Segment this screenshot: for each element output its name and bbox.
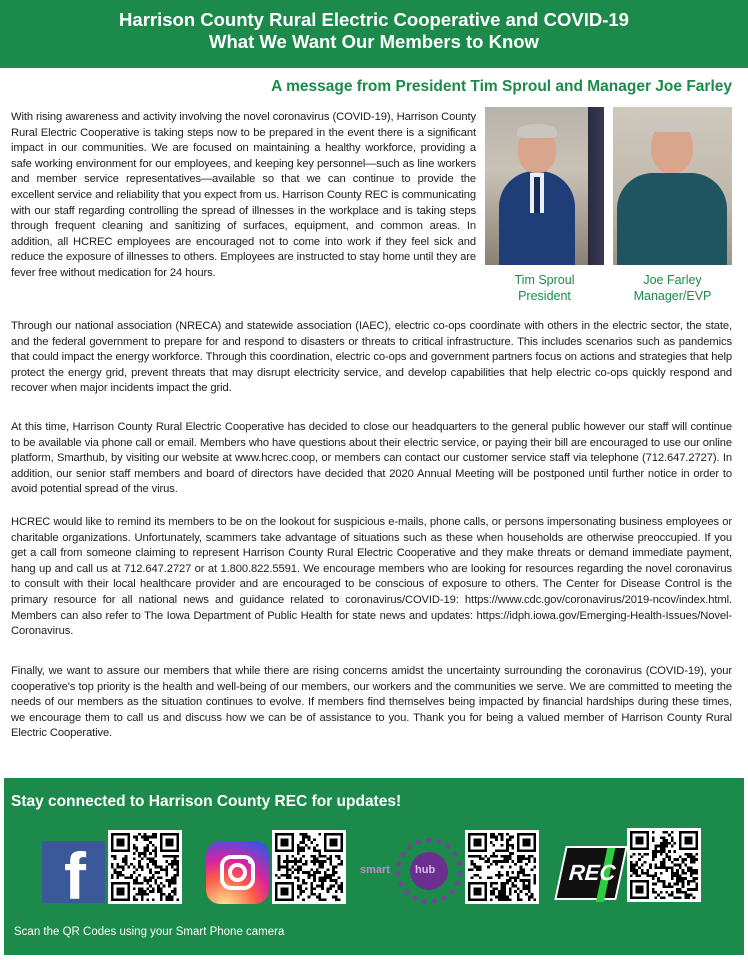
footer-note: Scan the QR Codes using your Smart Phone camera xyxy=(14,926,285,938)
smarthub-qr-code-icon xyxy=(465,830,539,904)
footer-title: Stay connected to Harrison County REC for updates! xyxy=(11,793,402,810)
social-footer xyxy=(4,778,744,955)
photo-joe-farley xyxy=(613,107,732,265)
body-paragraph: At this time, Harrison County Rural Electric Cooperative has decided to close our headquarters to the general public however our staff will continue to be available via phone call or email. Members who have questions about their electric service, or paying their bill are encouraged to use our online platform, Smarthub, by visiting our website at www.hcrec.coop, or members can contact our customer service staff via telephone (712.647.2727). In addition, our senior staff members and board of directors have decided that 2020 Annual Meeting will be postponed until further notice in order to avoid potential spread of the virus. xyxy=(11,421,732,496)
instagram-icon[interactable] xyxy=(206,841,269,904)
caption-tim-sproul xyxy=(485,272,604,304)
rec-logo-icon[interactable] xyxy=(554,846,627,900)
header-title-line2: What We Want Our Members to Know xyxy=(209,31,539,52)
facebook-icon[interactable] xyxy=(42,839,105,913)
photo-tim-sproul xyxy=(485,107,604,265)
smarthub-label-right: hub xyxy=(415,864,436,876)
header-title-line1: Harrison County Rural Electric Cooperative and COVID-19 xyxy=(119,9,629,30)
rec-logo-text: REC xyxy=(568,860,617,885)
tie-shape xyxy=(534,177,540,213)
body-paragraph: Through our national association (NRECA) and statewide association (IAEC), electric co-ops coordinate with others in the electric sector, the state, and the federal government to prepare for and respond to disasters or threats to critical infrastructure. This includes scenarios such as pandemics that could impact the energy workforce. Through this coordination, electric co-ops and government partners focus on actions and strategies that help protect the energy grid, prevent threats that may disrupt electricity service, and develop capabilities that help electric co-ops quickly respond and recover when major incidents impact the grid. xyxy=(11,320,732,395)
hair-shape xyxy=(517,124,557,138)
flag-backdrop xyxy=(588,107,604,265)
smarthub-label-left: smart xyxy=(360,864,390,876)
smarthub-icon[interactable] xyxy=(358,836,466,906)
page-header xyxy=(0,0,748,68)
caption-joe-farley xyxy=(613,272,732,304)
shirt-shape xyxy=(617,173,727,265)
body-paragraph: HCREC would like to remind its members to be on the lookout for suspicious e-mails, phone calls, or persons impersonating business employees or charitable organizations. Unfortunately, scammers take advantage of situations such as these when households are otherwise preoccupied. If you get a call from someone claiming to represent Harrison County Rural Electric Cooperative and they make threats or demand immediate payment, hang up and call us at 712.647.2727 or at 1.800.822.5591. We encourage members who are looking for resources regarding the novel coronavirus to consult with their local healthcare provider and are encouraged to be conscious of exposure to others. The Center for Disease Control is the primary resource for all national news and guidance related to coronavirus/COVID-19: https://www.cdc.gov/coronavirus/2019-ncov/index.html. Members can also refer to The Iowa Department of Public Health for state news and updates: https://idph.iowa.gov/Emerging-Health-Issues/Novel-Coronavirus. xyxy=(11,516,732,638)
hair-shape xyxy=(651,118,695,132)
body-paragraph: Finally, we want to assure our members that while there are rising concerns amidst the uncertainty surrounding the coronavirus (COVID-19), your cooperative's top priority is the health and well-being of our members, our workers and the communities we serve. We are committed to meeting the needs of our members as the situation continues to evolve. If members find themselves being impacted by financial hardships during these times, we encourage them to call us and discuss how we can be of assistance to you. Thank you for being a valued member of Harrison County Rural Electric Cooperative. xyxy=(11,665,732,740)
message-subtitle: A message from President Tim Sproul and Manager Joe Farley xyxy=(271,78,732,95)
person-name: Tim Sproul xyxy=(514,273,575,287)
person-title: President xyxy=(518,289,571,303)
facebook-qr-code-icon xyxy=(108,830,182,904)
rec-qr-code-icon xyxy=(627,828,701,902)
intro-paragraph: With rising awareness and activity involving the novel coronavirus (COVID-19), Harrison County Rural Electric Cooperative is taking steps now to be prepared in the event there is a significant impact in our communities. We are focused on maintaining a healthy workforce, providing a safe working environment for our employees, and keeping key personnel—such as line workers and member service representatives—available so that we can continue to provide the excellent service and reliability that you expect from us. Harrison County REC is communicating with our staff regarding controlling the spread of illnesses in the workplace and is taking steps through frequent cleaning and sanitizing of surfaces, equipment, and common areas. In addition, all HCREC employees are encouraged not to come into work if they feel sick and reduce the exposure of illnesses to others. Employees are instructed to stay home until they are fever free without medication for 24 hours. xyxy=(11,111,476,279)
facebook-glyph: f xyxy=(64,839,86,913)
person-title: Manager/EVP xyxy=(633,289,712,303)
instagram-qr-code-icon xyxy=(272,830,346,904)
person-name: Joe Farley xyxy=(643,273,702,287)
